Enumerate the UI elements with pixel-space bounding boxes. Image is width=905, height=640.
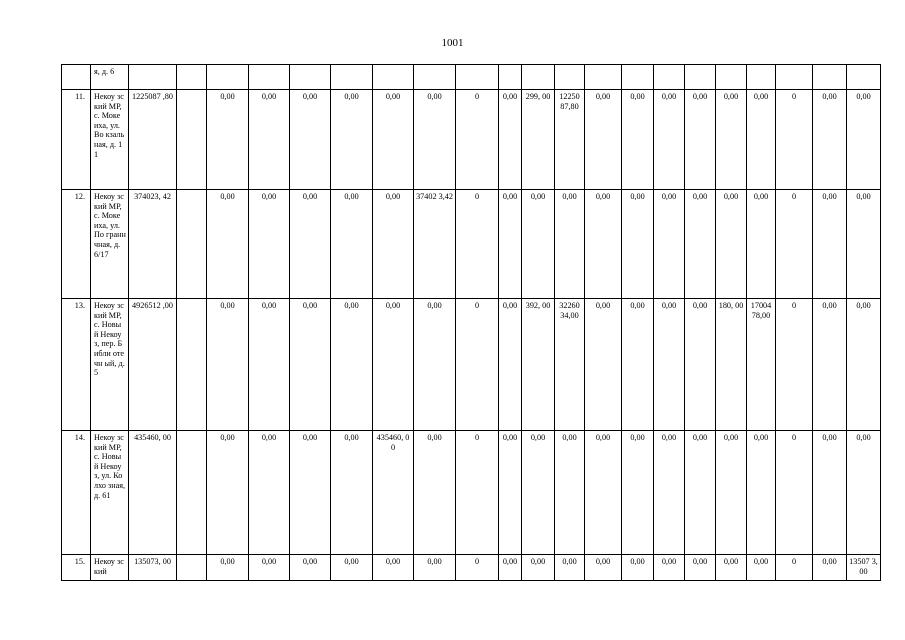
value-cell: 0,00: [685, 555, 716, 581]
value-cell: 435460, 00: [129, 431, 177, 555]
value-cell: [177, 555, 207, 581]
value-cell: 0: [776, 90, 813, 190]
address-cell: Некоу зский МР, с. Моке иха, ул. Во кзаль ная, д. 11: [91, 90, 129, 190]
value-cell: 0,00: [813, 90, 847, 190]
value-cell: 0,00: [555, 555, 585, 581]
value-cell: 0,00: [249, 190, 290, 299]
value-cell: 0,00: [499, 190, 522, 299]
value-cell: 0: [456, 190, 499, 299]
value-cell: 0,00: [373, 555, 414, 581]
table-row: [62, 190, 881, 299]
address-cell: Некоу зский: [91, 555, 129, 581]
value-cell: 0,00: [290, 299, 331, 431]
value-cell: 0,00: [685, 190, 716, 299]
value-cell: 0,00: [290, 190, 331, 299]
address-cell: Некоу зский МР, с. Новы й Некоу з, ул. Колхо зная, д. 61: [91, 431, 129, 555]
value-cell: [373, 65, 414, 90]
value-cell: 1225087 ,80: [129, 90, 177, 190]
value-cell: 0,00: [847, 431, 881, 555]
value-cell: [331, 65, 373, 90]
value-cell: [716, 65, 747, 90]
value-cell: 0,00: [585, 190, 622, 299]
value-cell: 0,00: [207, 299, 249, 431]
row-number-cell: 12.: [62, 190, 91, 299]
table-row: [62, 299, 881, 431]
value-cell: [776, 65, 813, 90]
table-row: [62, 90, 881, 190]
value-cell: 0,00: [585, 90, 622, 190]
address-cell: я, д. 6: [91, 65, 129, 90]
value-cell: 0,00: [555, 431, 585, 555]
value-cell: 0: [456, 555, 499, 581]
value-cell: 0,00: [249, 431, 290, 555]
value-cell: [685, 65, 716, 90]
value-cell: 37402 3,42: [414, 190, 456, 299]
value-cell: 0,00: [522, 431, 555, 555]
value-cell: 0,00: [331, 299, 373, 431]
value-cell: 0,00: [414, 90, 456, 190]
value-cell: [177, 299, 207, 431]
value-cell: 0,00: [654, 190, 685, 299]
value-cell: 0: [776, 431, 813, 555]
value-cell: [747, 65, 776, 90]
value-cell: 0,00: [373, 190, 414, 299]
value-cell: 0,00: [499, 299, 522, 431]
value-cell: 0,00: [414, 299, 456, 431]
value-cell: 0,00: [685, 431, 716, 555]
value-cell: 0,00: [290, 555, 331, 581]
value-cell: 0,00: [622, 431, 654, 555]
value-cell: 0,00: [207, 555, 249, 581]
value-cell: [499, 65, 522, 90]
value-cell: 0: [456, 431, 499, 555]
value-cell: 0,00: [747, 90, 776, 190]
value-cell: [177, 65, 207, 90]
value-cell: [622, 65, 654, 90]
value-cell: 4926512 ,00: [129, 299, 177, 431]
value-cell: 0,00: [249, 555, 290, 581]
value-cell: 0,00: [414, 431, 456, 555]
value-cell: 0,00: [622, 90, 654, 190]
address-cell: Некоу зский МР, с. Моке иха, ул. По гранн чная, д. 6/17: [91, 190, 129, 299]
value-cell: 0,00: [414, 555, 456, 581]
value-cell: 0,00: [716, 431, 747, 555]
data-table: [61, 64, 881, 581]
value-cell: 0,00: [499, 555, 522, 581]
value-cell: 0,00: [654, 299, 685, 431]
value-cell: [813, 65, 847, 90]
value-cell: 0,00: [585, 431, 622, 555]
value-cell: 374023, 42: [129, 190, 177, 299]
table-row: [62, 431, 881, 555]
value-cell: 12250 87,80: [555, 90, 585, 190]
value-cell: 0,00: [522, 190, 555, 299]
value-cell: [177, 190, 207, 299]
value-cell: 0,00: [654, 431, 685, 555]
value-cell: [207, 65, 249, 90]
value-cell: 0,00: [813, 555, 847, 581]
row-number-cell: 15.: [62, 555, 91, 581]
value-cell: 0,00: [847, 299, 881, 431]
value-cell: 0,00: [331, 431, 373, 555]
value-cell: 0,00: [373, 90, 414, 190]
value-cell: 0,00: [747, 431, 776, 555]
value-cell: 0,00: [373, 299, 414, 431]
value-cell: 0,00: [716, 90, 747, 190]
value-cell: 17004 78,00: [747, 299, 776, 431]
value-cell: 0,00: [716, 190, 747, 299]
value-cell: [654, 65, 685, 90]
value-cell: 0,00: [585, 555, 622, 581]
value-cell: [177, 431, 207, 555]
value-cell: 0: [456, 90, 499, 190]
value-cell: 0,00: [207, 90, 249, 190]
value-cell: 0,00: [499, 90, 522, 190]
page-number: 1001: [441, 37, 464, 49]
value-cell: 0,00: [847, 190, 881, 299]
value-cell: [177, 90, 207, 190]
value-cell: 0,00: [654, 555, 685, 581]
value-cell: 0,00: [249, 299, 290, 431]
table-row: [62, 555, 881, 581]
value-cell: 0,00: [813, 431, 847, 555]
value-cell: 180, 00: [716, 299, 747, 431]
value-cell: 0,00: [207, 431, 249, 555]
value-cell: 0,00: [207, 190, 249, 299]
value-cell: 0,00: [522, 555, 555, 581]
value-cell: 392, 00: [522, 299, 555, 431]
value-cell: 0,00: [331, 90, 373, 190]
value-cell: [555, 65, 585, 90]
value-cell: 0,00: [622, 190, 654, 299]
value-cell: 0,00: [622, 555, 654, 581]
value-cell: 0: [776, 555, 813, 581]
value-cell: 0,00: [813, 299, 847, 431]
value-cell: 0,00: [249, 90, 290, 190]
value-cell: 0,00: [847, 90, 881, 190]
value-cell: 0: [776, 299, 813, 431]
value-cell: [249, 65, 290, 90]
value-cell: 0: [776, 190, 813, 299]
value-cell: [129, 65, 177, 90]
value-cell: 0,00: [499, 431, 522, 555]
value-cell: 299, 00: [522, 90, 555, 190]
value-cell: [414, 65, 456, 90]
value-cell: 0,00: [813, 190, 847, 299]
value-cell: 135073, 00: [129, 555, 177, 581]
value-cell: [456, 65, 499, 90]
value-cell: 0,00: [290, 90, 331, 190]
address-cell: Некоу зский МР, с. Новы й Некоу з, пер. Библи отечн ый, д. 5: [91, 299, 129, 431]
value-cell: 0,00: [716, 555, 747, 581]
value-cell: 0,00: [654, 90, 685, 190]
row-number-cell: 14.: [62, 431, 91, 555]
row-number-cell: [62, 65, 91, 90]
value-cell: 0,00: [331, 555, 373, 581]
value-cell: 0,00: [685, 299, 716, 431]
value-cell: 32260 34,00: [555, 299, 585, 431]
value-cell: 435460, 00: [373, 431, 414, 555]
value-cell: 0,00: [747, 190, 776, 299]
value-cell: [585, 65, 622, 90]
value-cell: 0,00: [290, 431, 331, 555]
value-cell: 0,00: [747, 555, 776, 581]
value-cell: 0: [456, 299, 499, 431]
row-number-cell: 13.: [62, 299, 91, 431]
value-cell: 0,00: [331, 190, 373, 299]
value-cell: 0,00: [685, 90, 716, 190]
value-cell: [290, 65, 331, 90]
value-cell: [847, 65, 881, 90]
value-cell: [522, 65, 555, 90]
value-cell: 13507 3,00: [847, 555, 881, 581]
value-cell: 0,00: [585, 299, 622, 431]
value-cell: 0,00: [555, 190, 585, 299]
value-cell: 0,00: [622, 299, 654, 431]
table-row: [62, 65, 881, 90]
row-number-cell: 11.: [62, 90, 91, 190]
